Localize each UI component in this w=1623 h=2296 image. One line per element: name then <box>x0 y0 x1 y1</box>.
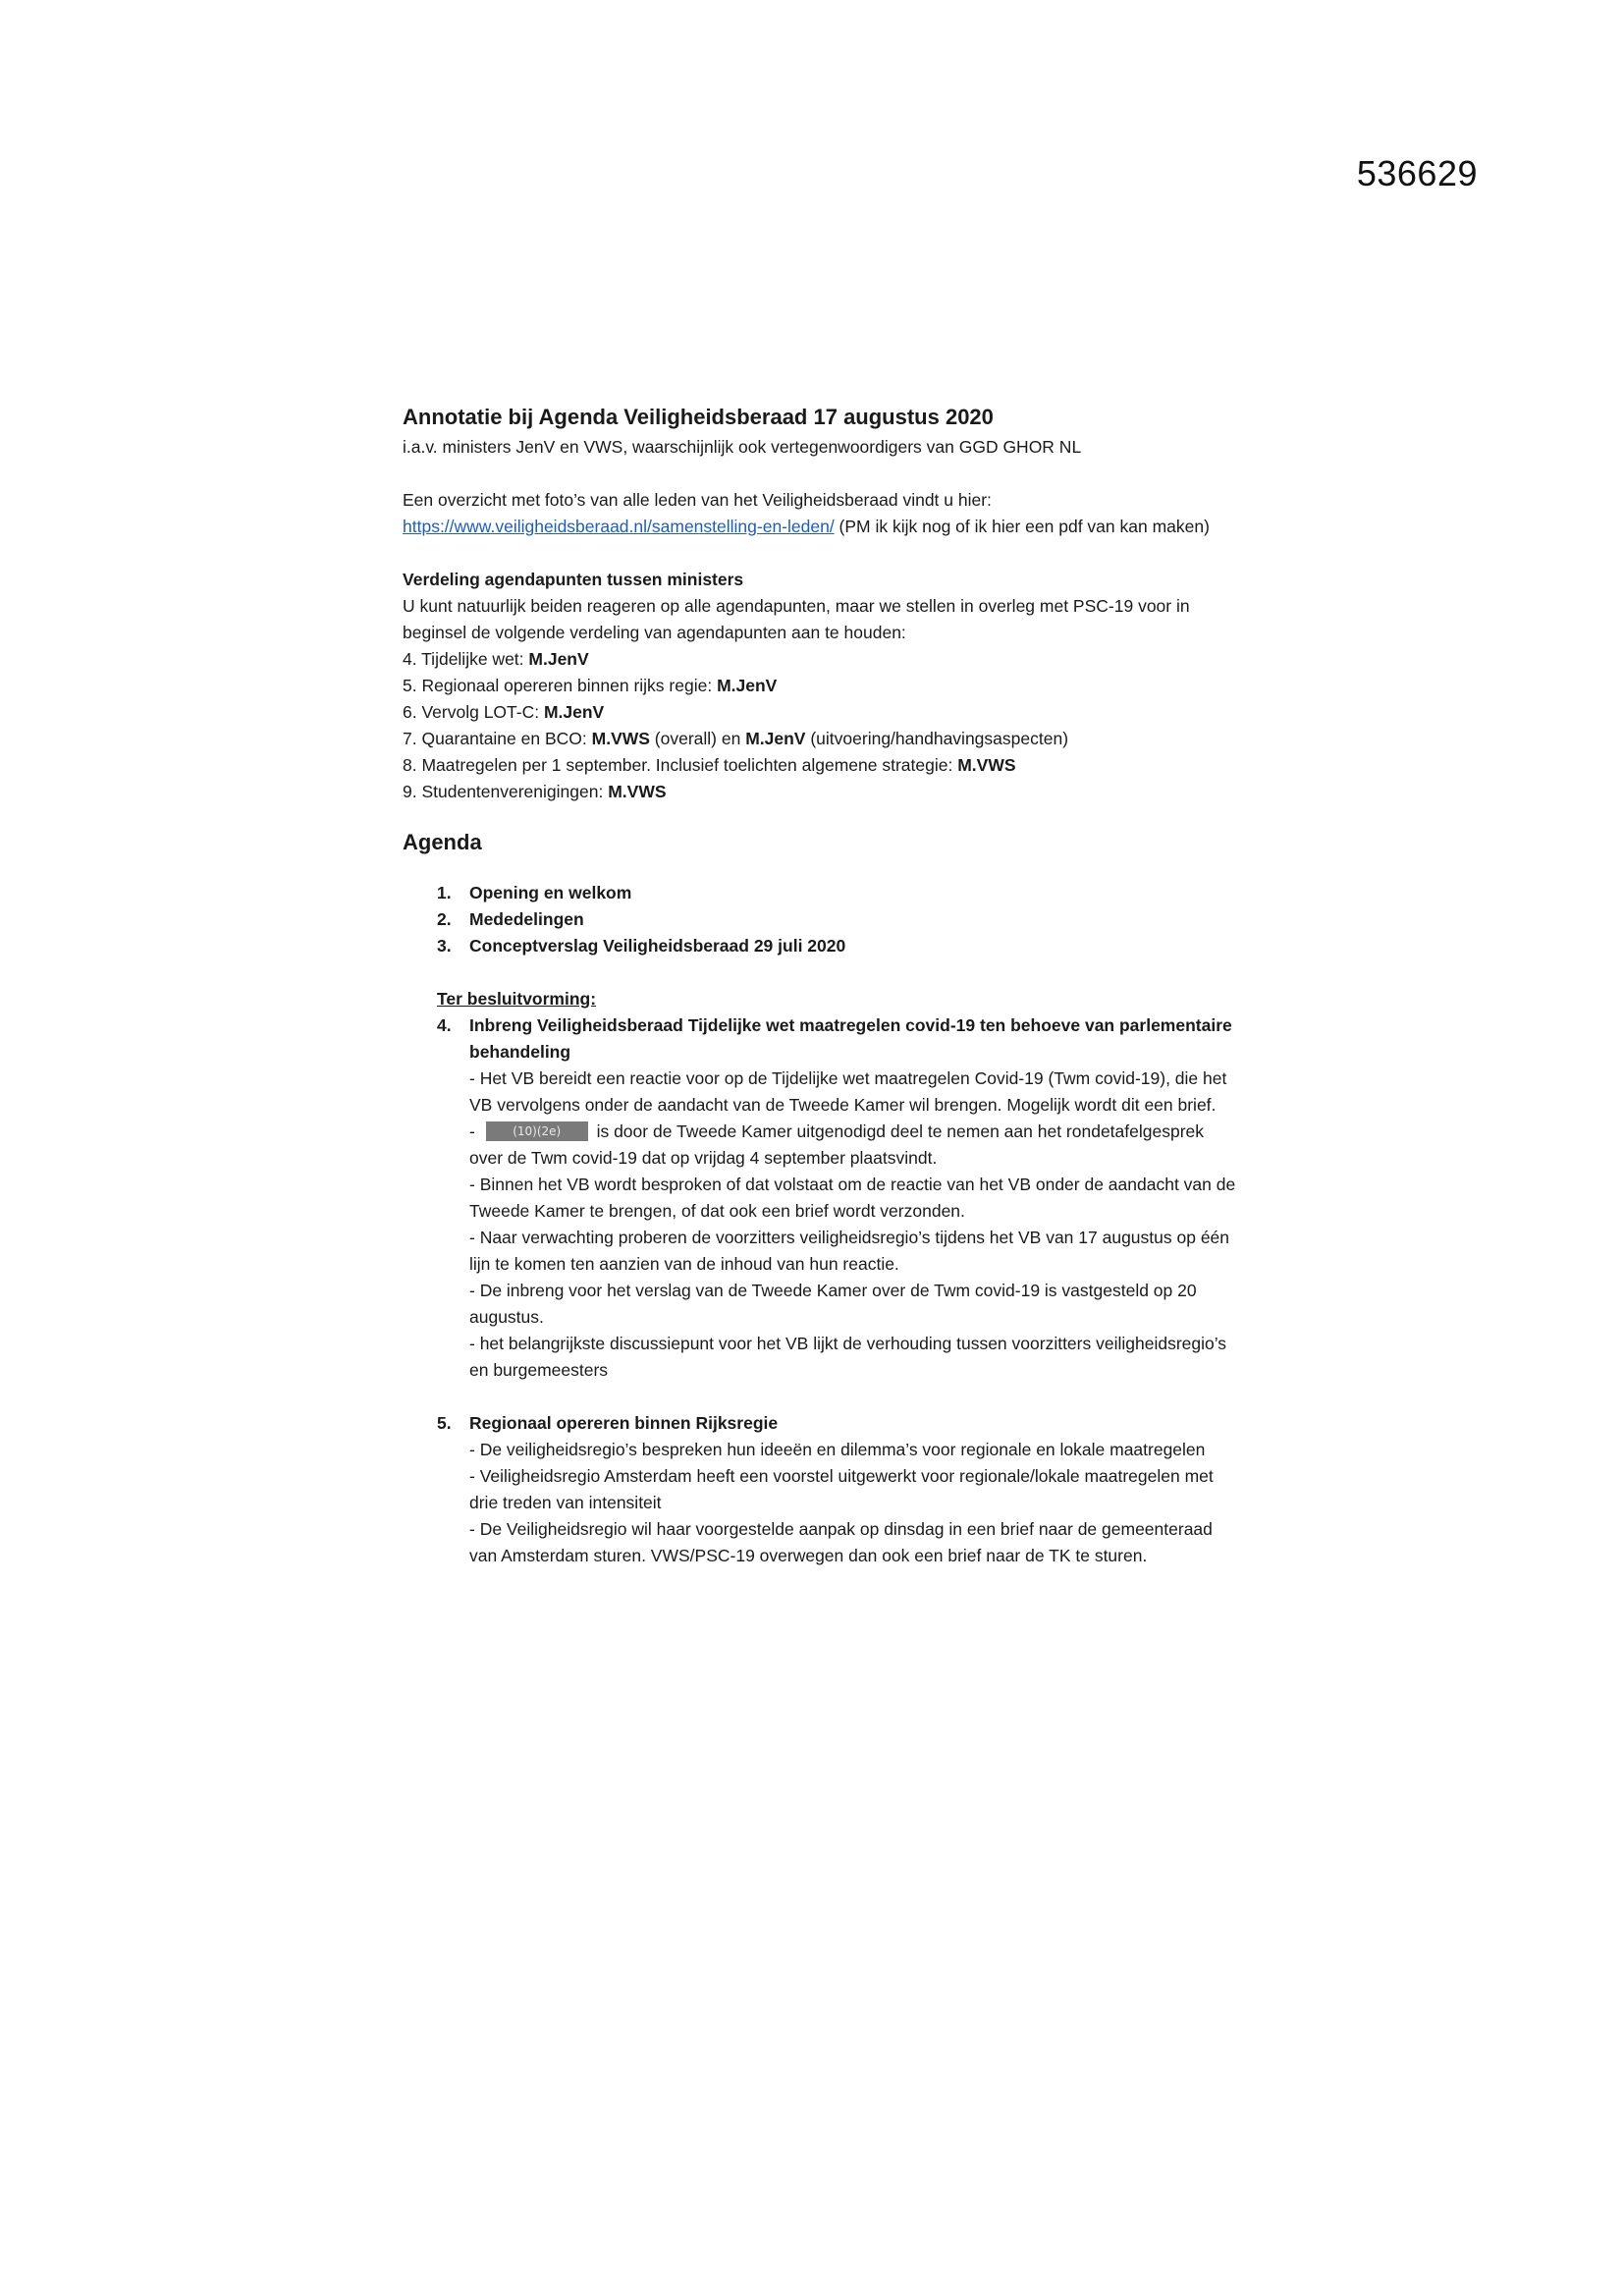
agenda-item <box>437 880 1237 906</box>
members-link[interactable]: https://www.veiligheidsberaad.nl/samenstelling-en-leden/ <box>403 517 835 536</box>
allocation-item <box>403 726 1237 752</box>
allocation-item-minister: M.VWS <box>591 729 650 748</box>
agenda-item <box>437 906 1237 933</box>
agenda-item-label: Mededelingen <box>469 909 584 929</box>
agenda-item-label: Conceptverslag Veiligheidsberaad 29 juli 2020 <box>469 936 846 956</box>
overview-link-note: (PM ik kijk nog of ik hier een pdf van kan maken) <box>834 517 1210 536</box>
document-subtitle: i.a.v. ministers JenV en VWS, waarschijnlijk ook vertegenwoordigers van GGD GHOR NL <box>403 437 1082 457</box>
agenda-note: - Het VB bereidt een reactie voor op de Tijdelijke wet maatregelen Covid-19 (Twm covid-19), die het VB vervolgens onder de aandacht van de Tweede Kamer wil brengen. Mogelijk wordt dit een brief. <box>469 1068 1227 1115</box>
agenda-note: - het belangrijkste discussiepunt voor het VB lijkt de verhouding tussen voorzitters veiligheidsregio’s en burgemeesters <box>469 1334 1227 1380</box>
agenda-item-number: 2. <box>437 909 452 929</box>
allocation-item <box>403 646 1237 673</box>
agenda-note: - De Veiligheidsregio wil haar voorgestelde aanpak op dinsdag in een brief naar de gemeenteraad van Amsterdam sturen. VWS/PSC-19 overwegen dan ook een brief naar de TK te sturen. <box>469 1519 1213 1565</box>
allocation-item-text: 8. Maatregelen per 1 september. Inclusief toelichten algemene strategie: <box>403 755 958 775</box>
agenda-item-number: 4. <box>437 1015 452 1035</box>
overview-text: Een overzicht met foto’s van alle leden van het Veiligheidsberaad vindt u hier: <box>403 490 992 510</box>
allocation-item-minister: M.VWS <box>957 755 1016 775</box>
agenda-note: - Naar verwachting proberen de voorzitters veiligheidsregio’s tijdens het VB van 17 augustus op één lijn te komen ten aanzien van de inhoud van hun reactie. <box>469 1228 1230 1274</box>
allocation-heading: Verdeling agendapunten tussen ministers <box>403 570 744 589</box>
agenda-heading: Agenda <box>403 830 482 854</box>
document-title: Annotatie bij Agenda Veiligheidsberaad 17 augustus 2020 <box>403 405 994 429</box>
document-page <box>403 403 1237 1569</box>
agenda-note: - Binnen het VB wordt besproken of dat volstaat om de reactie van het VB onder de aandacht van de Tweede Kamer te brengen, of dat ook een brief wordt verzonden. <box>469 1175 1236 1221</box>
agenda-item-label: Inbreng Veiligheidsberaad Tijdelijke wet maatregelen covid-19 ten behoeve van parlementaire behandeling <box>469 1015 1232 1062</box>
agenda-note: - Veiligheidsregio Amsterdam heeft een voorstel uitgewerkt voor regionale/lokale maatregelen met drie treden van intensiteit <box>469 1466 1214 1512</box>
allocation-item <box>403 779 1237 805</box>
allocation-item-text: (overall) en <box>649 729 746 748</box>
allocation-item <box>403 752 1237 779</box>
agenda-note-dash: - <box>469 1121 480 1141</box>
agenda-item-label: Opening en welkom <box>469 883 632 902</box>
agenda-item-number: 3. <box>437 936 452 956</box>
agenda-item <box>437 933 1237 959</box>
agenda-note: - De inbreng voor het verslag van de Tweede Kamer over de Twm covid-19 is vastgesteld op 20 augustus. <box>469 1281 1197 1327</box>
allocation-item-text: 4. Tijdelijke wet: <box>403 649 529 669</box>
allocation-item-text: 6. Vervolg LOT-C: <box>403 702 544 722</box>
agenda-note <box>469 1119 1237 1172</box>
allocation-list <box>403 646 1237 805</box>
allocation-item <box>403 673 1237 699</box>
allocation-item-minister: M.JenV <box>745 729 806 748</box>
agenda-item-label: Regionaal opereren binnen Rijksregie <box>469 1413 779 1433</box>
agenda-list <box>437 880 1237 959</box>
agenda-item-number: 5. <box>437 1413 452 1433</box>
overview-link-line <box>403 514 1237 540</box>
allocation-item-minister: M.VWS <box>608 782 667 801</box>
allocation-item <box>403 699 1237 726</box>
agenda-item-number: 1. <box>437 883 452 902</box>
allocation-item-minister: M.JenV <box>543 702 605 722</box>
agenda-note-text: is door de Tweede Kamer uitgenodigd deel te nemen aan het rondetafelgesprek over de Twm covid-19 dat op vrijdag 4 september plaatsvindt. <box>469 1121 1205 1168</box>
agenda-item-5 <box>437 1410 1237 1569</box>
allocation-item-minister: M.JenV <box>717 676 778 695</box>
allocation-item-text: (uitvoering/handhavingsaspecten) <box>805 729 1069 748</box>
document-number: 536629 <box>1356 153 1478 193</box>
agenda-item-4 <box>437 1012 1237 1384</box>
decision-section-label: Ter besluitvorming: <box>437 989 597 1009</box>
allocation-item-text: 5. Regionaal opereren binnen rijks regie: <box>403 676 718 695</box>
allocation-item-text: 7. Quarantaine en BCO: <box>403 729 592 748</box>
agenda-list-decision <box>437 1012 1237 1569</box>
allocation-item-minister: M.JenV <box>528 649 589 669</box>
allocation-intro: U kunt natuurlijk beiden reageren op alle agendapunten, maar we stellen in overleg met PSC-19 voor in beginsel de volgende verdeling van agendapunten aan te houden: <box>403 596 1190 642</box>
agenda-note: - De veiligheidsregio’s bespreken hun ideeën en dilemma’s voor regionale en lokale maatregelen <box>469 1440 1206 1459</box>
redaction-box: (10)(2e) <box>486 1121 588 1141</box>
allocation-item-text: 9. Studentenverenigingen: <box>403 782 609 801</box>
